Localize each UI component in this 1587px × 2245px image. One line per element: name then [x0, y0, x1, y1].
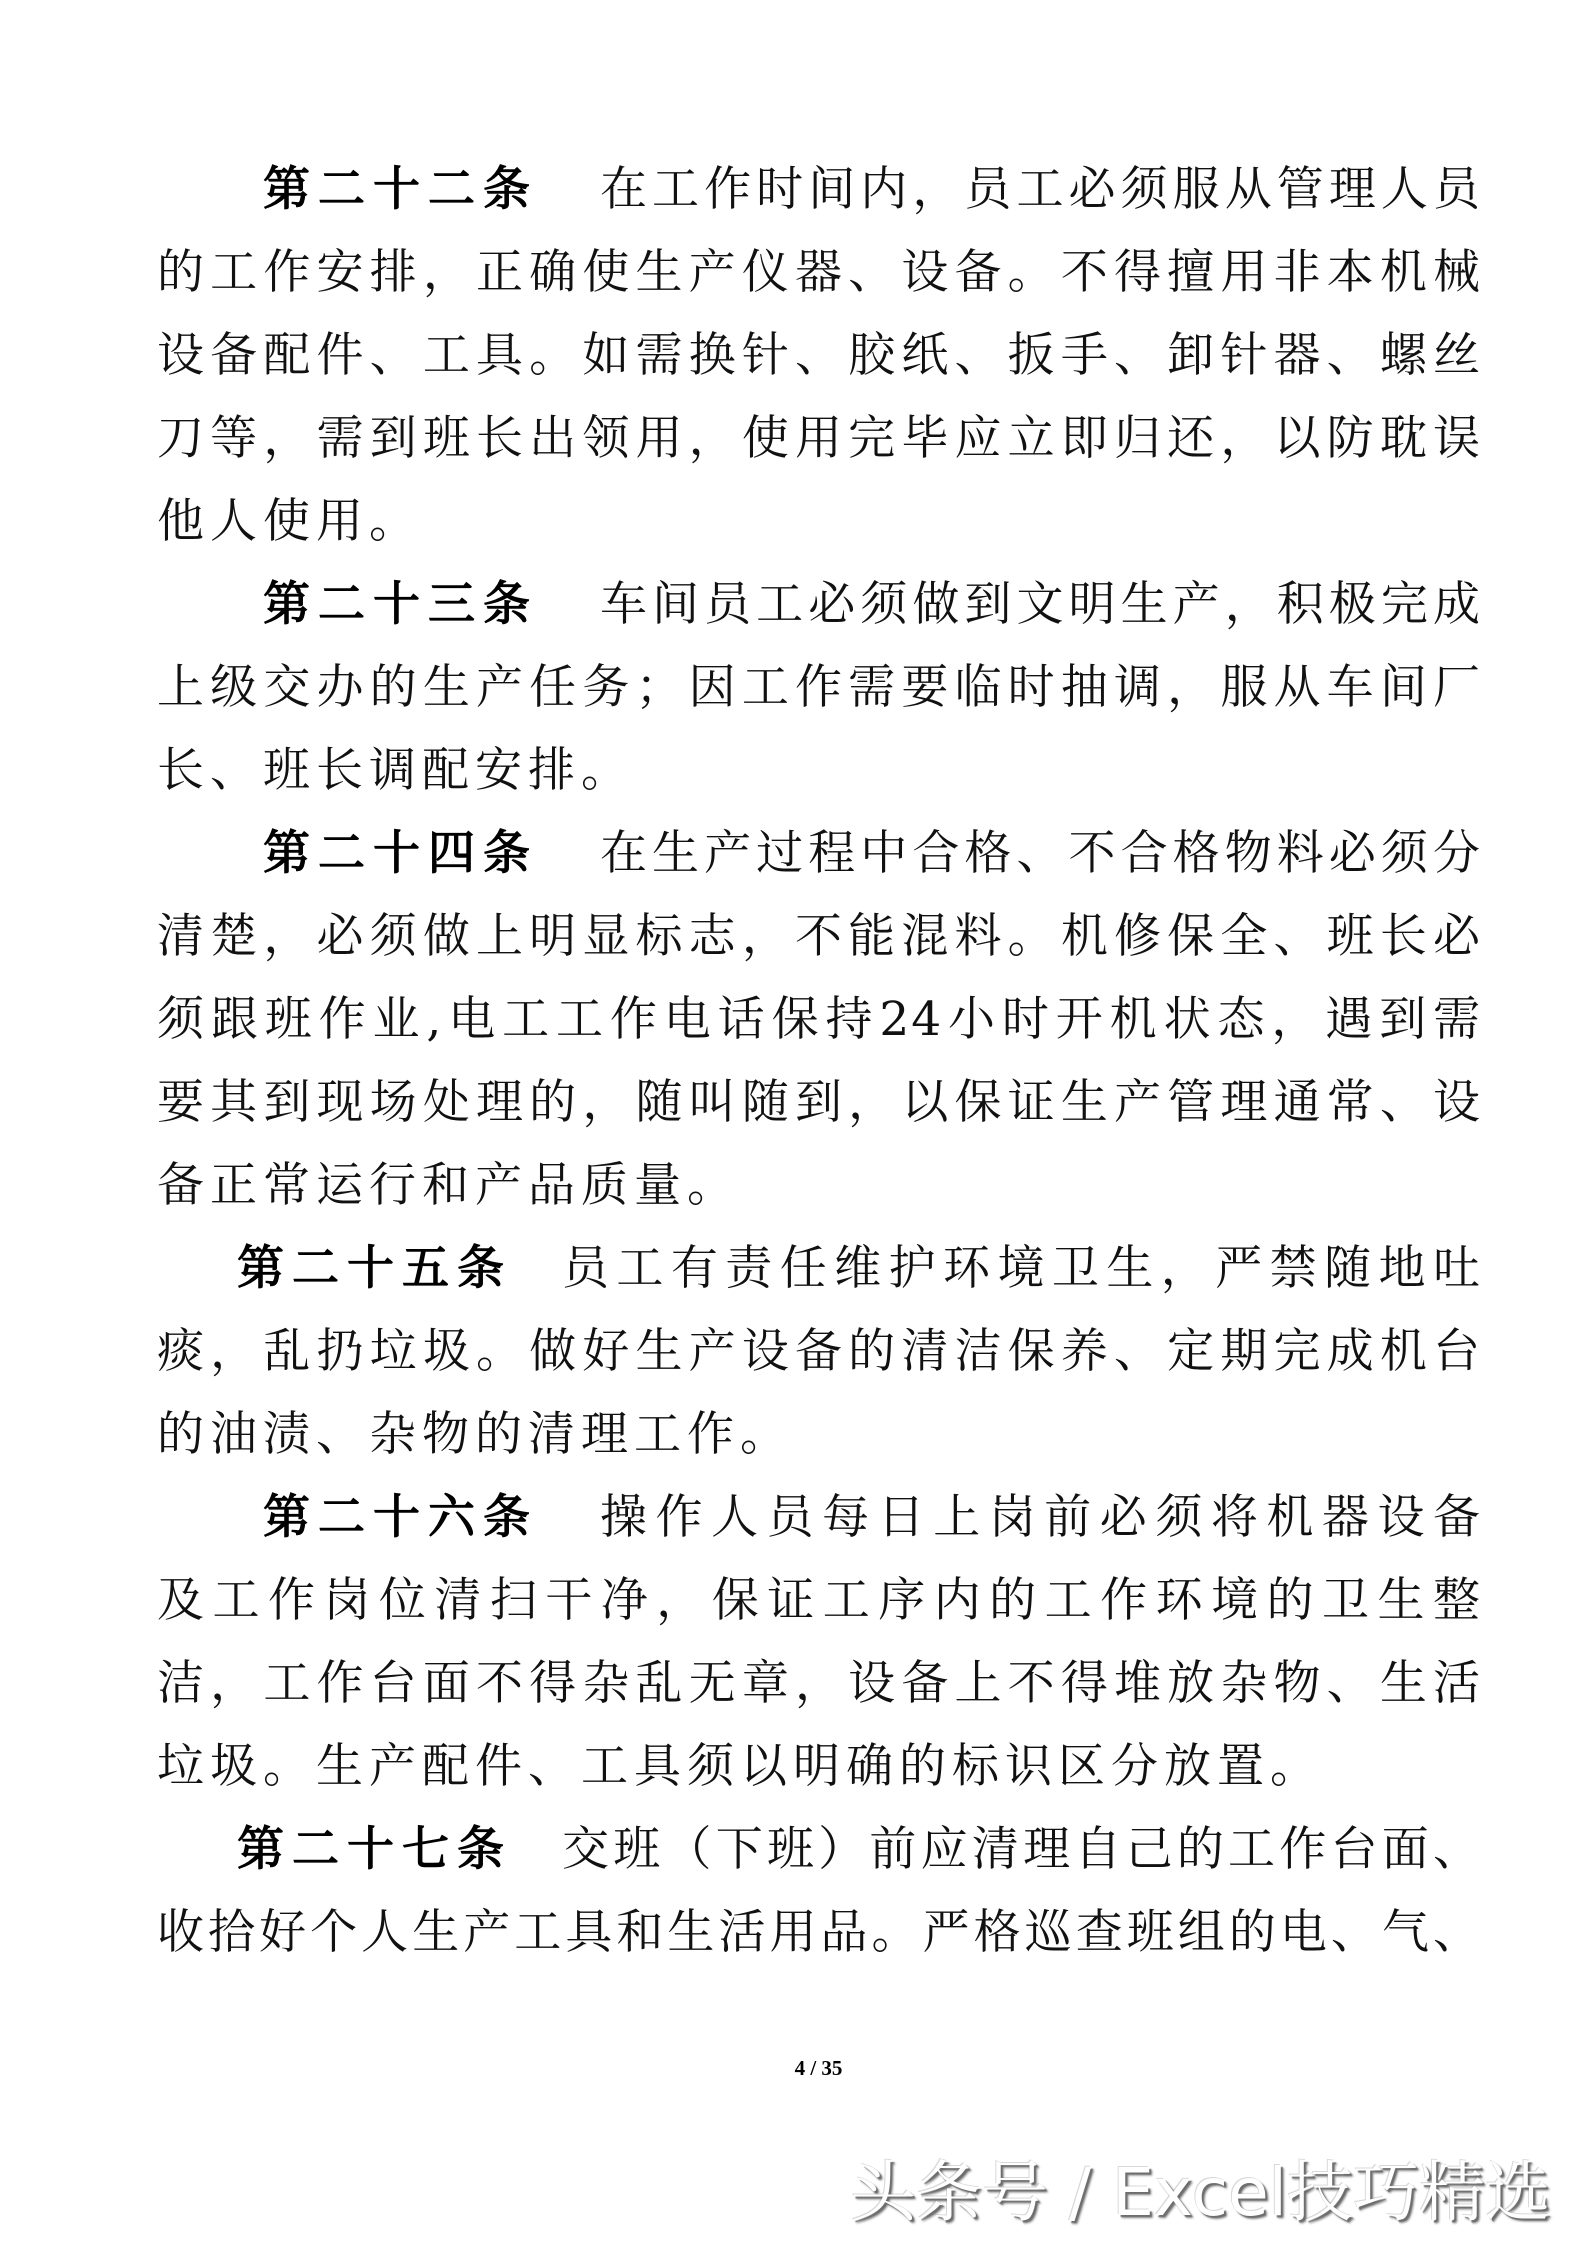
article-24-heading: 第二十四条 [263, 826, 538, 881]
article-25-line-1: 员工有责任维护环境卫生，严禁随地吐 [562, 1241, 1482, 1296]
article-24-line-5: 备正常运行和产品质量。 [157, 1158, 740, 1213]
article-26-line-4: 垃圾。生产配件、工具须以明确的标识区分放置。 [157, 1739, 1323, 1794]
article-22-line-2: 的工作安排，正确使生产仪器、设备。不得擅用非本机械 [157, 245, 1482, 300]
article-23-line-1: 车间员工必须做到文明生产，积极完成 [600, 577, 1482, 632]
article-22-line-1: 在工作时间内，员工必须服从管理人员 [600, 162, 1482, 217]
watermark-text: 头条号 / Excel技巧精选 [850, 2154, 1552, 2231]
article-23-heading-line [157, 563, 1482, 646]
article-22-line-3: 设备配件、工具。如需换针、胶纸、扳手、卸针器、螺丝 [157, 328, 1482, 383]
article-25-line-2: 痰，乱扔垃圾。做好生产设备的清洁保养、定期完成机台 [157, 1324, 1482, 1379]
article-22-line-5: 他人使用。 [157, 494, 422, 549]
article-22-heading-line [157, 148, 1482, 231]
article-24-line-4: 要其到现场处理的，随叫随到，以保证生产管理通常、设 [157, 1075, 1482, 1130]
article-25-line-3: 的油渍、杂物的清理工作。 [157, 1407, 793, 1462]
article-22-line-4: 刀等，需到班长出领用，使用完毕应立即归还，以防耽误 [157, 411, 1482, 466]
article-24-line-1: 在生产过程中合格、不合格物料必须分 [600, 826, 1482, 881]
article-26-heading: 第二十六条 [263, 1490, 538, 1545]
article-23-heading: 第二十三条 [263, 577, 538, 632]
article-23-line-3: 长、班长调配安排。 [157, 743, 634, 798]
article-27-heading-line [157, 1808, 1482, 1891]
article-27-heading: 第二十七条 [237, 1822, 512, 1877]
article-24-line-3: 须跟班作业,电工工作电话保持24小时开机状态，遇到需 [157, 992, 1482, 1047]
page-number: 4 / 35 [794, 2056, 843, 2080]
article-27-line-1: 交班（下班）前应清理自己的工作台面、 [562, 1822, 1482, 1877]
article-22-heading: 第二十二条 [263, 162, 538, 217]
article-25-heading-line [157, 1227, 1482, 1310]
article-27-line-2: 收拾好个人生产工具和生活用品。严格巡查班组的电、气、 [157, 1905, 1482, 1960]
article-26-heading-line [157, 1476, 1482, 1559]
article-24-line-2: 清楚，必须做上明显标志，不能混料。机修保全、班长必 [157, 909, 1482, 964]
article-26-line-3: 洁，工作台面不得杂乱无章，设备上不得堆放杂物、生活 [157, 1656, 1482, 1711]
article-26-line-2: 及工作岗位清扫干净，保证工序内的工作环境的卫生整 [157, 1573, 1482, 1628]
article-25-heading: 第二十五条 [237, 1241, 512, 1296]
article-23-line-2: 上级交办的生产任务；因工作需要临时抽调，服从车间厂 [157, 660, 1482, 715]
document-body [157, 148, 1482, 1974]
article-24-heading-line [157, 812, 1482, 895]
article-26-line-1: 操作人员每日上岗前必须将机器设备 [600, 1490, 1482, 1545]
